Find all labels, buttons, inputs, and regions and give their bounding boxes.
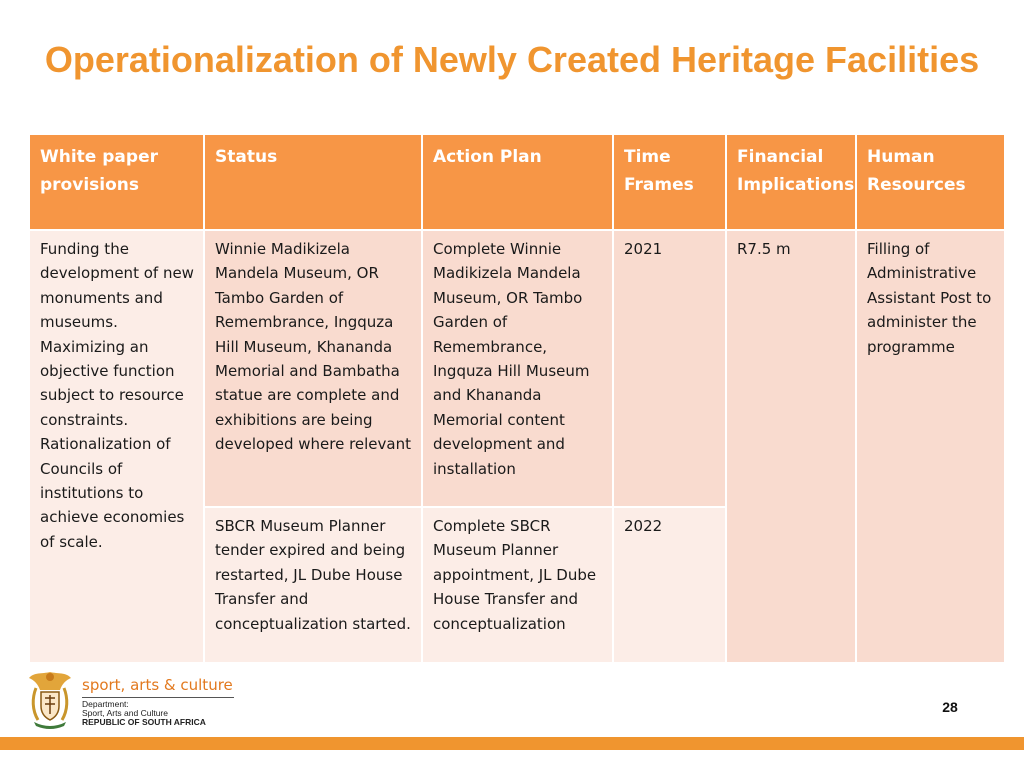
- header-action-plan: Action Plan: [422, 134, 613, 230]
- cell-time-frame: 2021: [613, 230, 726, 507]
- page-number: 28: [942, 699, 958, 715]
- brand-divider: [82, 697, 234, 698]
- dept-line: Department:: [82, 699, 129, 709]
- cell-action-plan: Complete Winnie Madikizela Mandela Museum, OR Tambo Garden of Remembrance, Ingquza Hill Museum and Khananda Memorial content development and installation: [422, 230, 613, 507]
- header-provisions: White paper provisions: [29, 134, 204, 230]
- table-row: [29, 230, 1005, 507]
- slide-title: Operationalization of Newly Created Heritage Facilities: [44, 39, 980, 80]
- header-time-frames: Time Frames: [613, 134, 726, 230]
- header-status: Status: [204, 134, 422, 230]
- coat-of-arms-icon: [26, 668, 74, 730]
- dept-line: Sport, Arts and Culture: [82, 708, 168, 718]
- heritage-table: [28, 133, 1006, 664]
- department-block: [82, 700, 206, 727]
- brand-name: sport, arts & culture: [82, 676, 233, 694]
- cell-provisions: Funding the development of new monuments and museums. Maximizing an objective function subject to resource constraints. Rationalization of Councils of institutions to achieve economies of scale.: [29, 230, 204, 663]
- header-human-resources: Human Resources: [856, 134, 1005, 230]
- cell-status: Winnie Madikizela Mandela Museum, OR Tambo Garden of Remembrance, Ingquza Hill Museum, Khananda Memorial and Bambatha statue are complete and exhibitions are being developed where relevant: [204, 230, 422, 507]
- cell-action-plan: Complete SBCR Museum Planner appointment, JL Dube House Transfer and conceptualization: [422, 507, 613, 663]
- cell-human-resources: Filling of Administrative Assistant Post to administer the programme: [856, 230, 1005, 663]
- bottom-accent-bar: [0, 737, 1024, 750]
- header-financial: Financial Implications: [726, 134, 856, 230]
- cell-status: SBCR Museum Planner tender expired and being restarted, JL Dube House Transfer and conceptualization started.: [204, 507, 422, 663]
- cell-financial: R7.5 m: [726, 230, 856, 663]
- table-header-row: [29, 134, 1005, 230]
- cell-time-frame: 2022: [613, 507, 726, 663]
- dept-line: REPUBLIC OF SOUTH AFRICA: [82, 717, 206, 727]
